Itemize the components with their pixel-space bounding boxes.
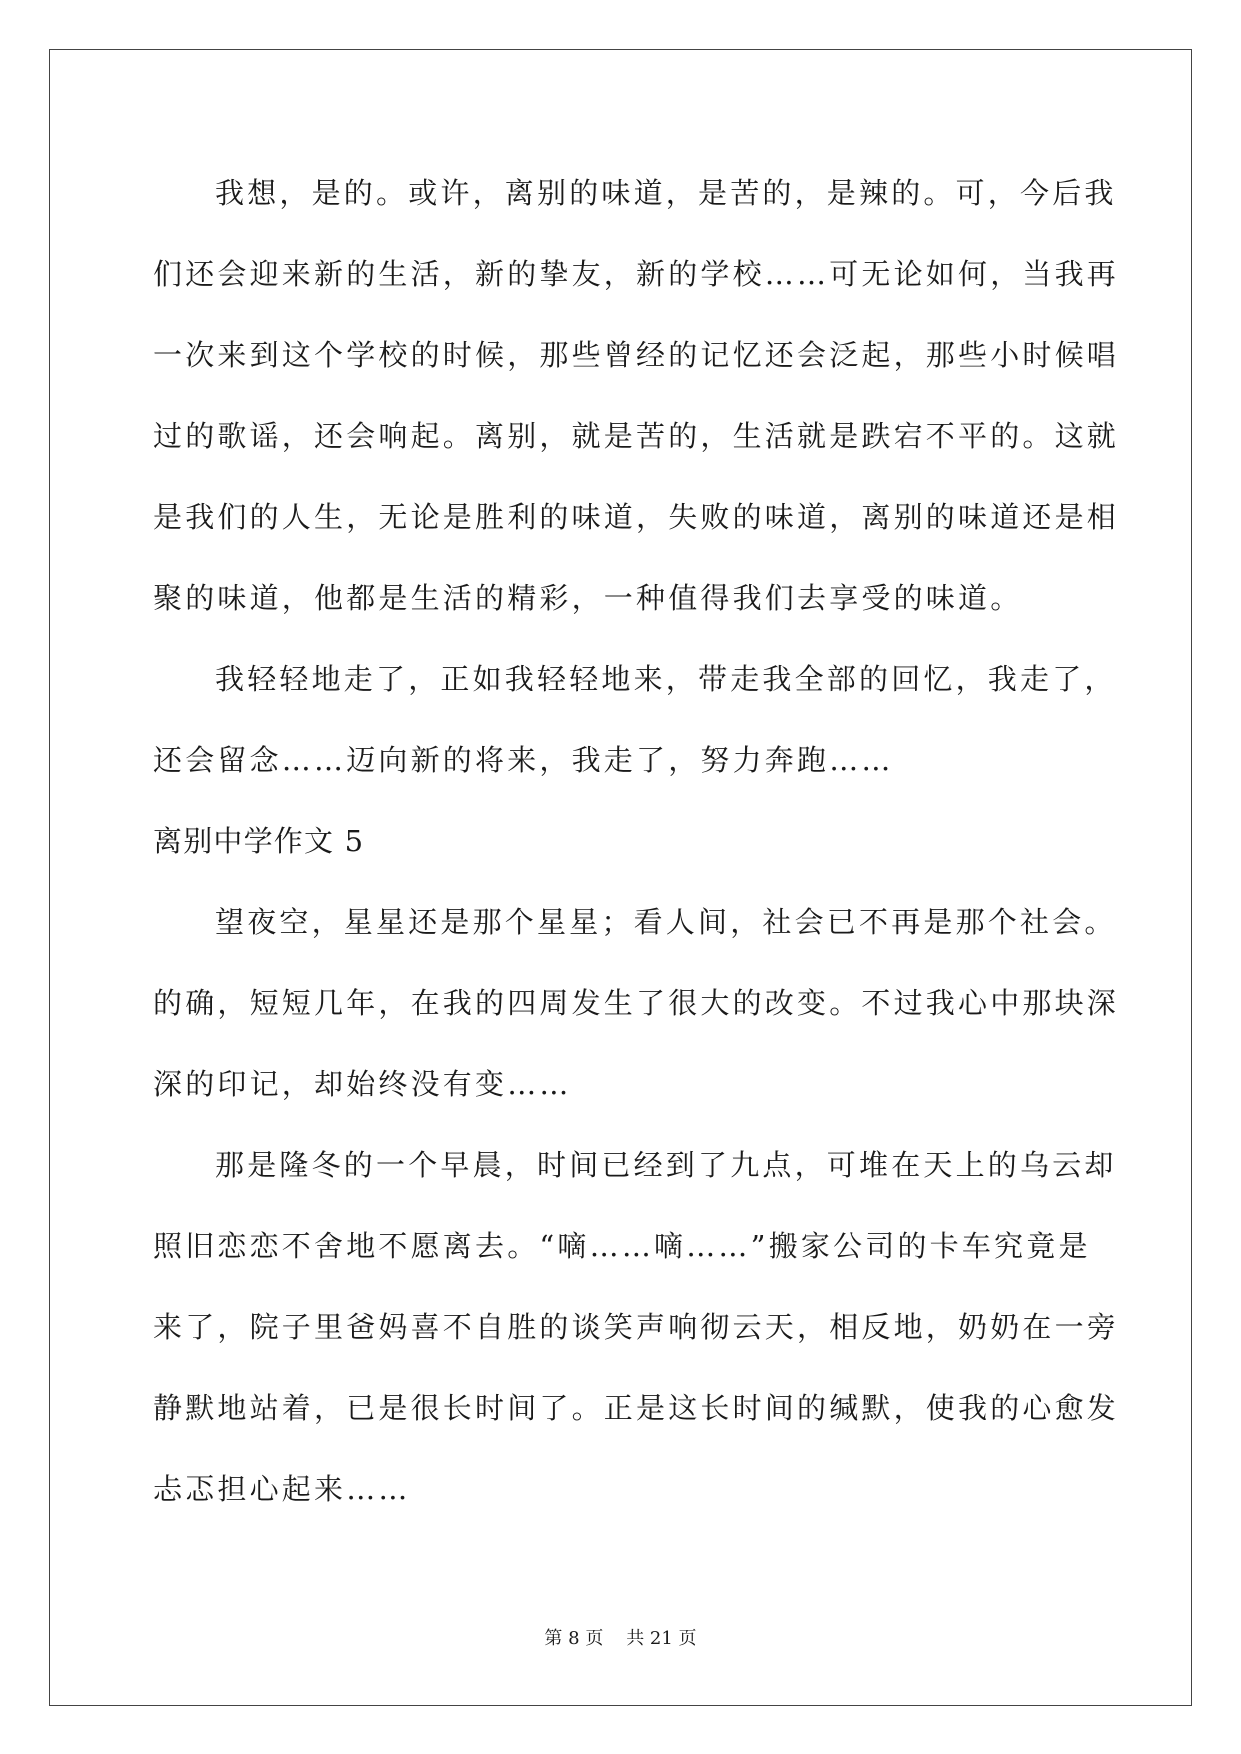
text-line: 那是隆冬的一个早晨，时间已经到了九点，可堆在天上的乌云却 (215, 1148, 1117, 1182)
text-line: 们还会迎来新的生活，新的挚友，新的学校……可无论如何，当我再 (153, 257, 1120, 291)
document-body (153, 160, 1120, 1537)
text-line: 来了，院子里爸妈喜不自胜的谈笑声响彻云天，相反地，奶奶在一旁 (153, 1310, 1120, 1344)
text-line: 静默地站着，已是很长时间了。正是这长时间的缄默，使我的心愈发 (153, 1391, 1120, 1425)
text-line: 的确，短短几年，在我的四周发生了很大的改变。不过我心中那块深 (153, 986, 1120, 1020)
paragraph-1 (153, 160, 1120, 646)
text-line: 忐忑担心起来…… (153, 1472, 411, 1506)
text-line: 深的印记，却始终没有变…… (153, 1067, 572, 1101)
paragraph-4 (153, 1132, 1120, 1537)
text-line: 过的歌谣，还会响起。离别，就是苦的，生活就是跌宕不平的。这就 (153, 419, 1120, 453)
text-line: 我轻轻地走了，正如我轻轻地来，带走我全部的回忆，我走了， (215, 662, 1117, 696)
text-line: 还会留念……迈向新的将来，我走了，努力奔跑…… (153, 743, 894, 777)
section-heading: 离别中学作文 5 (153, 824, 365, 858)
paragraph-2 (153, 646, 1117, 808)
text-line: 一次来到这个学校的时候，那些曾经的记忆还会泛起，那些小时候唱 (153, 338, 1120, 372)
text-line: 望夜空，星星还是那个星星；看人间，社会已不再是那个社会。 (215, 905, 1117, 939)
text-line: 我想，是的。或许，离别的味道，是苦的，是辣的。可，今后我 (215, 176, 1117, 210)
paragraph-3 (153, 889, 1120, 1132)
text-line: 照旧恋恋不舍地不愿离去。“嘀……嘀……”搬家公司的卡车究竟是 (153, 1229, 1091, 1263)
page-number-footer: 第 8 页 共 21 页 (544, 1628, 697, 1649)
text-line: 是我们的人生，无论是胜利的味道，失败的味道，离别的味道还是相 (153, 500, 1120, 534)
text-line: 聚的味道，他都是生活的精彩，一种值得我们去享受的味道。 (153, 581, 1023, 615)
